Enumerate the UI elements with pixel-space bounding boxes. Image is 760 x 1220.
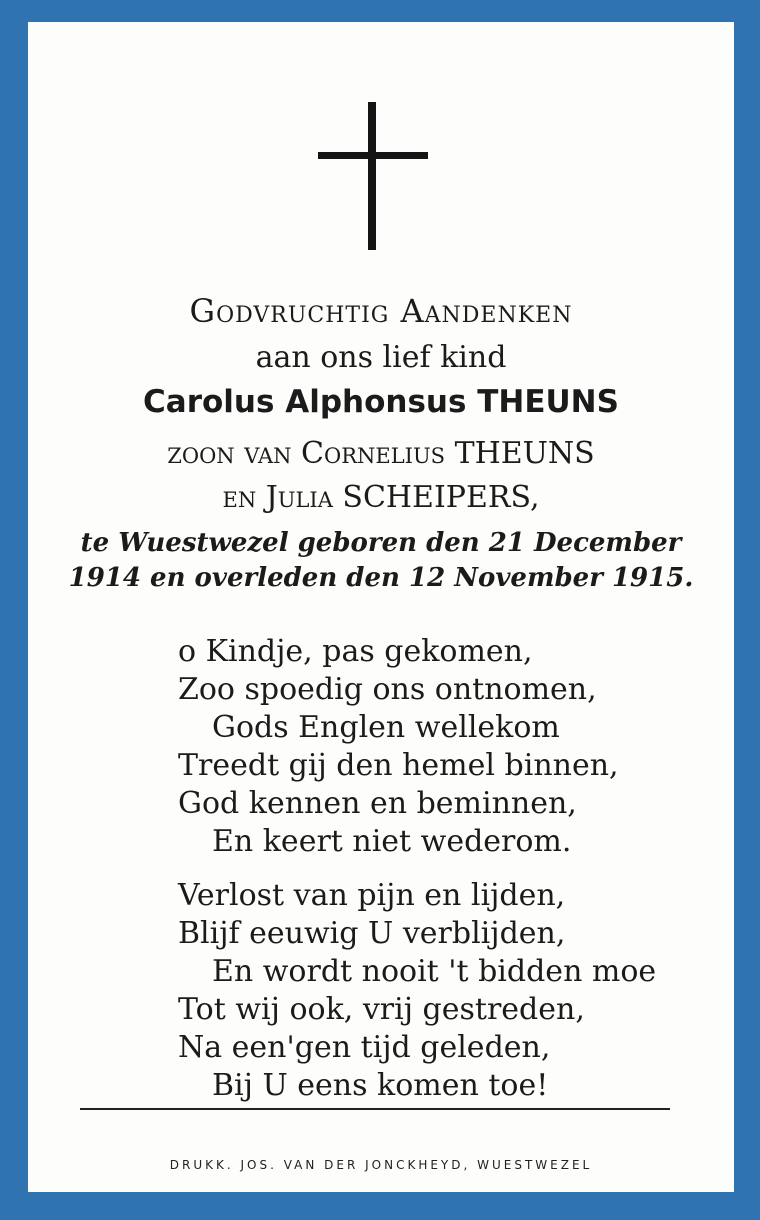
- divider-rule: [80, 1108, 670, 1110]
- poem-line: God kennen en beminnen,: [178, 786, 577, 821]
- dates-line-1: te Wuestwezel geboren den 21 December: [80, 528, 682, 558]
- printer-credit: DRUKK. JOS. VAN DER JONCKHEYD, WUESTWEZEL: [169, 1158, 593, 1172]
- dates-line-2: 1914 en overleden den 12 November 1915.: [68, 563, 694, 593]
- cross-icon: [318, 102, 430, 252]
- memorial-card: [28, 22, 734, 1192]
- poem-line: Blijf eeuwig U verblijden,: [178, 916, 566, 951]
- poem-line: Bij U eens komen toe!: [212, 1068, 549, 1103]
- poem-line: En keert niet wederom.: [212, 824, 572, 859]
- poem-line: Na een'gen tijd geleden,: [178, 1030, 551, 1065]
- parent-line-father: zoon van Cornelius THEUNS: [167, 436, 595, 471]
- deceased-name: Carolus Alphonsus THEUNS: [143, 384, 619, 420]
- poem-line: Tot wij ook, vrij gestreden,: [178, 992, 585, 1027]
- card-heading: Godvruchtig Aandenken: [189, 292, 573, 330]
- poem-line: Zoo spoedig ons ontnomen,: [178, 672, 597, 707]
- card-subheading: aan ons lief kind: [255, 340, 507, 375]
- poem-line: Treedt gij den hemel binnen,: [178, 748, 619, 783]
- poem-line: En wordt nooit 't bidden moe: [212, 954, 657, 989]
- poem-line: Gods Englen wellekom: [212, 710, 560, 745]
- poem-line: Verlost van pijn en lijden,: [178, 878, 566, 913]
- parent-line-mother: en Julia SCHEIPERS,: [222, 480, 540, 515]
- poem-line: o Kindje, pas gekomen,: [178, 634, 533, 669]
